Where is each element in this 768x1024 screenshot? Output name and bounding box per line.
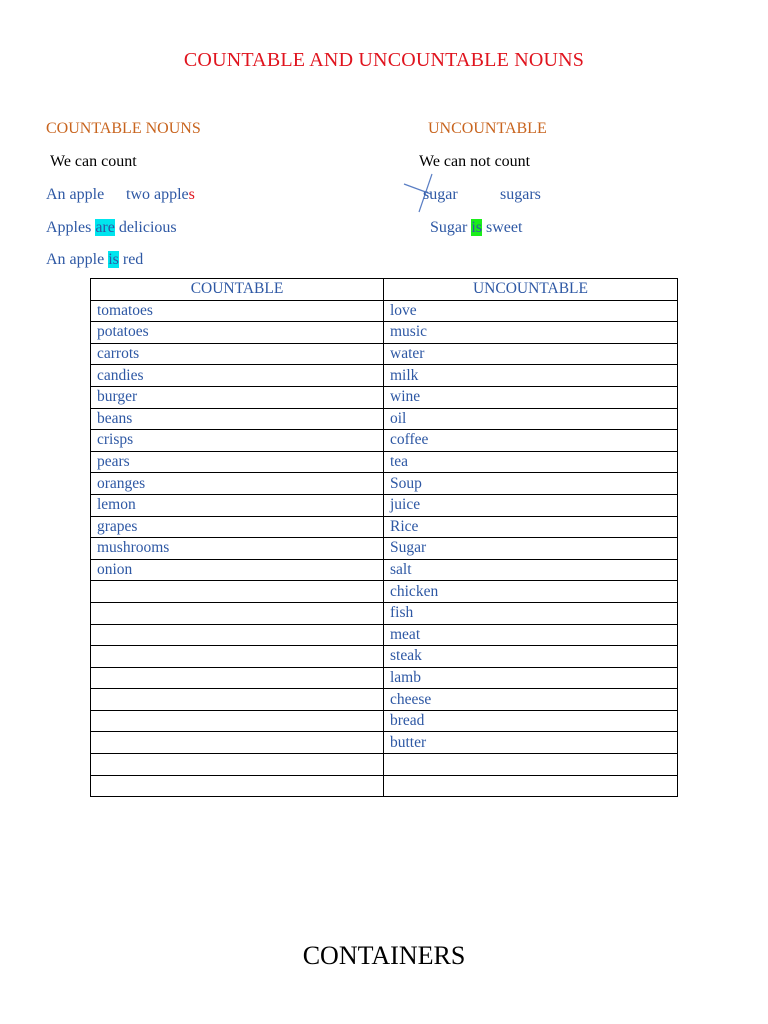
uncountable-noun-cell: Rice	[384, 516, 678, 538]
uncountable-noun-cell: milk	[384, 365, 678, 387]
table-row	[91, 451, 678, 473]
plural-word: two apple	[126, 186, 189, 203]
countable-noun-cell: mushrooms	[91, 538, 384, 560]
countable-noun-cell	[91, 581, 384, 603]
uncountable-noun-cell: music	[384, 322, 678, 344]
sentence-text: Sugar	[430, 219, 472, 236]
table-row	[91, 581, 678, 603]
countable-definition: We can count	[50, 153, 137, 170]
table-row	[91, 538, 678, 560]
uncountable-noun-cell: oil	[384, 408, 678, 430]
uncountable-noun-cell: water	[384, 343, 678, 365]
uncountable-noun-cell: Sugar	[384, 538, 678, 560]
countable-heading: COUNTABLE NOUNS	[46, 120, 201, 137]
countable-noun-cell: burger	[91, 386, 384, 408]
countable-noun-cell	[91, 754, 384, 776]
table-row	[91, 343, 678, 365]
table-row	[91, 754, 678, 776]
countable-noun-cell: lemon	[91, 494, 384, 516]
table-row	[91, 494, 678, 516]
uncountable-noun-cell: meat	[384, 624, 678, 646]
table-row	[91, 775, 678, 797]
table-row	[91, 473, 678, 495]
table-header-row	[91, 279, 678, 301]
sentence-text: red	[118, 251, 144, 268]
uncountable-noun-cell	[384, 775, 678, 797]
table-row	[91, 300, 678, 322]
highlighted-verb: are	[95, 219, 115, 236]
table-row	[91, 516, 678, 538]
table-row	[91, 602, 678, 624]
countable-noun-cell: grapes	[91, 516, 384, 538]
sentence-text: Apples	[46, 219, 96, 236]
table-row	[91, 710, 678, 732]
containers-heading: CONTAINERS	[302, 941, 466, 970]
table-row	[91, 386, 678, 408]
uncountable-noun-cell: tea	[384, 451, 678, 473]
uncountable-noun-cell: juice	[384, 494, 678, 516]
countable-noun-cell: tomatoes	[91, 300, 384, 322]
table-row	[91, 646, 678, 668]
countable-noun-cell: beans	[91, 408, 384, 430]
column-header-countable: COUNTABLE	[91, 279, 384, 301]
highlighted-verb: is	[108, 251, 119, 268]
countable-example-plural	[126, 186, 195, 204]
countable-noun-cell: oranges	[91, 473, 384, 495]
countable-noun-cell: pears	[91, 451, 384, 473]
uncountable-example-singular: sugar	[423, 186, 458, 203]
page-title: COUNTABLE AND UNCOUNTABLE NOUNS	[183, 49, 585, 71]
countable-example-singular: An apple	[46, 186, 105, 203]
sentence-text: sweet	[482, 219, 523, 236]
sentence-text: An apple	[46, 251, 109, 268]
countable-noun-cell	[91, 775, 384, 797]
countable-noun-cell	[91, 710, 384, 732]
uncountable-example-sentence	[430, 219, 522, 237]
countable-noun-cell: crisps	[91, 430, 384, 452]
table-row	[91, 365, 678, 387]
countable-noun-cell	[91, 602, 384, 624]
uncountable-noun-cell: salt	[384, 559, 678, 581]
table-row	[91, 732, 678, 754]
countable-noun-cell	[91, 646, 384, 668]
table-body	[91, 300, 678, 797]
table-row	[91, 667, 678, 689]
uncountable-noun-cell	[384, 754, 678, 776]
uncountable-noun-cell: lamb	[384, 667, 678, 689]
countable-noun-cell	[91, 667, 384, 689]
countable-noun-cell: onion	[91, 559, 384, 581]
uncountable-definition: We can not count	[419, 153, 531, 170]
uncountable-noun-cell: bread	[384, 710, 678, 732]
countable-noun-cell: carrots	[91, 343, 384, 365]
uncountable-noun-cell: butter	[384, 732, 678, 754]
table-row	[91, 430, 678, 452]
uncountable-noun-cell: Soup	[384, 473, 678, 495]
countable-noun-cell	[91, 689, 384, 711]
uncountable-heading: UNCOUNTABLE	[428, 120, 547, 137]
table-row	[91, 559, 678, 581]
uncountable-noun-cell: wine	[384, 386, 678, 408]
countable-example-sentence-1	[46, 219, 177, 237]
uncountable-noun-cell: fish	[384, 602, 678, 624]
table-row	[91, 322, 678, 344]
table-row	[91, 689, 678, 711]
highlighted-verb: is	[471, 219, 482, 236]
countable-noun-cell	[91, 624, 384, 646]
uncountable-noun-cell: love	[384, 300, 678, 322]
countable-noun-cell	[91, 732, 384, 754]
table-row	[91, 408, 678, 430]
column-header-uncountable: UNCOUNTABLE	[384, 279, 678, 301]
uncountable-noun-cell: steak	[384, 646, 678, 668]
uncountable-example-plural: sugars	[500, 186, 541, 203]
countable-example-sentence-2	[46, 251, 143, 269]
uncountable-noun-cell: coffee	[384, 430, 678, 452]
sentence-text: delicious	[114, 219, 177, 236]
countable-noun-cell: potatoes	[91, 322, 384, 344]
nouns-table	[90, 278, 678, 797]
uncountable-noun-cell: cheese	[384, 689, 678, 711]
table-row	[91, 624, 678, 646]
uncountable-noun-cell: chicken	[384, 581, 678, 603]
countable-noun-cell: candies	[91, 365, 384, 387]
plural-suffix: s	[188, 186, 195, 203]
